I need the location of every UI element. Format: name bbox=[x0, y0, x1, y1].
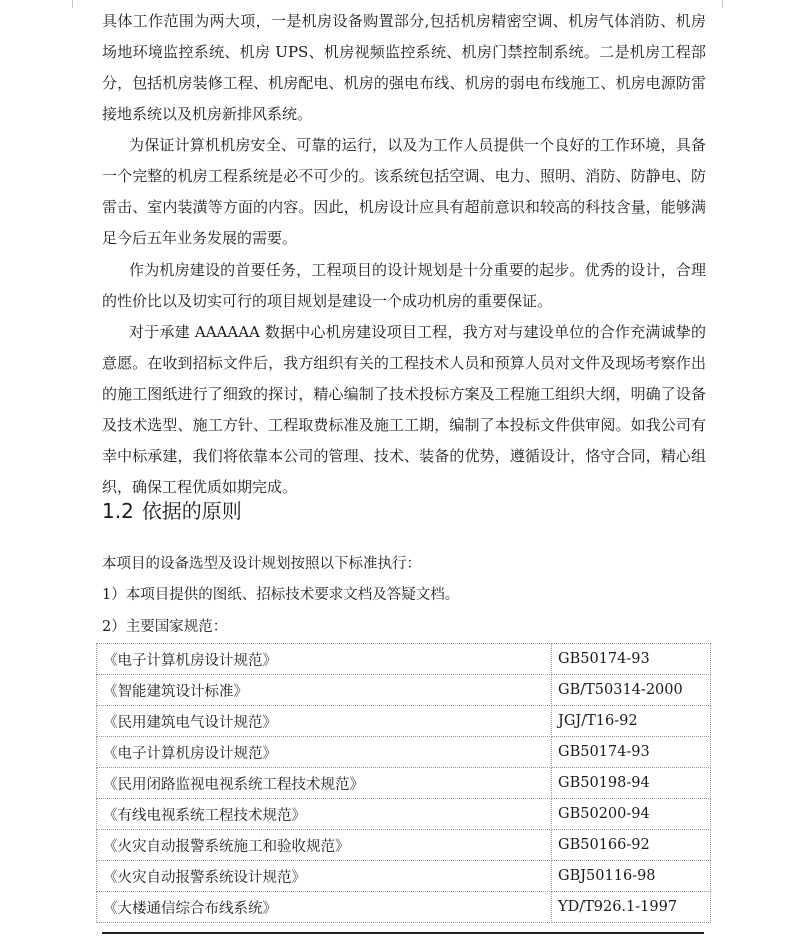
standard-code-cell: GB50198-94 bbox=[552, 768, 711, 799]
table-row bbox=[97, 861, 711, 892]
page-corner-mark-left bbox=[72, 0, 73, 8]
standard-name-cell: 《火灾自动报警系统设计规范》 bbox=[97, 861, 552, 892]
standard-name-cell: 《有线电视系统工程技术规范》 bbox=[97, 799, 552, 830]
list-item: 2）主要国家规范： bbox=[102, 619, 228, 635]
standard-name-cell: 《电子计算机房设计规范》 bbox=[97, 737, 552, 768]
standard-code-cell: YD/T926.1-1997 bbox=[552, 892, 711, 923]
standard-code-cell: GB50200-94 bbox=[552, 799, 711, 830]
standard-code-cell: JGJ/T16-92 bbox=[552, 706, 711, 737]
standard-code-cell: GB50174-93 bbox=[552, 644, 711, 675]
section-title: 依据的原则 bbox=[141, 499, 242, 523]
standard-code-cell: GB/T50314-2000 bbox=[552, 675, 711, 706]
standard-name-cell: 《大楼通信综合布线系统》 bbox=[97, 892, 552, 923]
standard-code-cell: GB50174-93 bbox=[552, 737, 711, 768]
section-heading bbox=[102, 496, 242, 526]
list-item: 1）本项目提供的图纸、招标技术要求文档及答疑文档。 bbox=[102, 587, 460, 603]
standard-code-cell: GB50166-92 bbox=[552, 830, 711, 861]
paragraph-system-overview: 为保证计算机机房安全、可靠的运行，以及为工作人员提供一个良好的工作环境，具备一个完整的机房工程系统是必不可少的。该系统包括空调、电力、照明、消防、防静电、防雷击、室内装潢等方面的内容。因此，机房设计应具有超前意识和较高的科技含量，能够满足今后五年业务发展的需要。 bbox=[102, 136, 706, 247]
section-number: 1.2 bbox=[102, 499, 134, 523]
standard-name-cell: 《民用闭路监视电视系统工程技术规范》 bbox=[97, 768, 552, 799]
standard-name-cell: 《智能建筑设计标准》 bbox=[97, 675, 552, 706]
table-row bbox=[97, 706, 711, 737]
standards-intro: 本项目的设备选型及设计规划按照以下标准执行： bbox=[102, 556, 421, 572]
paragraph-work-scope: 具体工作范围为两大项，一是机房设备购置部分,包括机房精密空调、机房气体消防、机房场地环境监控系统、机房 UPS、机房视频监控系统、机房门禁控制系统。二是机房工程部分，包括机房装修工程、机房配电、机房的强电布线、机房的弱电布线施工、机房电源防雷接地系统以及机房新排风系统。 bbox=[102, 12, 706, 123]
table-row bbox=[97, 644, 711, 675]
standard-name-cell: 《火灾自动报警系统施工和验收规范》 bbox=[97, 830, 552, 861]
table-row bbox=[97, 830, 711, 861]
table-row bbox=[97, 799, 711, 830]
table-row bbox=[97, 737, 711, 768]
table-row bbox=[97, 892, 711, 923]
table-row bbox=[97, 675, 711, 706]
table-row bbox=[97, 768, 711, 799]
standards-table bbox=[96, 643, 711, 923]
standard-name-cell: 《电子计算机房设计规范》 bbox=[97, 644, 552, 675]
paragraph-bid-intent: 对于承建 AAAAAA 数据中心机房建设项目工程，我方对与建设单位的合作充满诚挚的意愿。在收到招标文件后，我方组织有关的工程技术人员和预算人员对文件及现场考察作出的施工图纸进行了细致的探讨，精心编制了技术投标方案及工程施工组织大纲，明确了设备及技术选型、施工方针、工程取费标准及施工工期，编制了本投标文件供审阅。如我公司有幸中标承建，我们将依靠本公司的管理、技术、装备的优势，遵循设计，恪守合同，精心组织，确保工程优质如期完成。 bbox=[102, 323, 706, 496]
page-corner-mark-right bbox=[722, 0, 723, 8]
page-bottom-rule bbox=[102, 932, 704, 934]
standard-code-cell: GBJ50116-98 bbox=[552, 861, 711, 892]
paragraph-design-planning: 作为机房建设的首要任务，工程项目的设计规划是十分重要的起步。优秀的设计，合理的性价比以及切实可行的项目规划是建设一个成功机房的重要保证。 bbox=[102, 261, 706, 310]
standard-name-cell: 《民用建筑电气设计规范》 bbox=[97, 706, 552, 737]
